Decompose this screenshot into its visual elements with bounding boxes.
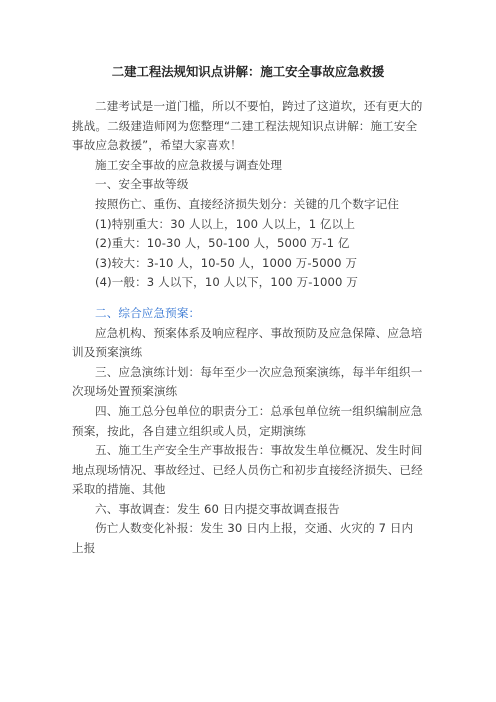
- plan-contents: 应急机构、预案体系及响应程序、事故预防及应急保障、应急培训及预案演练: [72, 325, 423, 360]
- level-relatively-serious: (3)较大：3-10 人，10-50 人，1000 万-5000 万: [95, 255, 358, 270]
- section-one-heading: 一、安全事故等级: [95, 177, 189, 192]
- section-two-heading: 二、综合应急预案：: [95, 305, 201, 320]
- classification-note: 按照伤亡、重伤、直接经济损失划分：关键的几个数字记住: [95, 196, 400, 211]
- document-title: 二建工程法规知识点讲解：施工安全事故应急救援: [111, 64, 385, 79]
- intro-paragraph: 二建考试是一道门槛，所以不要怕，跨过了这道坎，还有更大的挑战。二级建造师网为您整理“二建工程法规知识点讲解：施工安全事故应急救援”，希望大家喜欢！: [72, 99, 423, 153]
- accident-investigation: 六、事故调查：发生 60 日内提交事故调查报告: [95, 501, 340, 516]
- contractor-duties: 四、施工总分包单位的职责分工：总承包单位统一组织编制应急预案，按此，各自建立组织或人员，定期演练: [72, 403, 423, 438]
- level-general: (4)一般：3 人以下，10 人以下，100 万-1000 万: [95, 275, 358, 290]
- accident-report: 五、施工生产安全生产事故报告：事故发生单位概况、发生时间地点现场情况、事故经过、已经人员伤亡和初步直接经济损失、已经采取的措施、其他: [72, 443, 423, 497]
- casualty-update: 伤亡人数变化补报：发生 30 日内上报，交通、火灾的 7 日内上报: [72, 521, 414, 556]
- level-especially-serious: (1)特别重大：30 人以上，100 人以上，1 亿以上: [95, 216, 356, 231]
- drill-plan: 三、应急演练计划：每年至少一次应急预案演练，每半年组织一次现场处置预案演练: [72, 364, 423, 399]
- topic-line: 施工安全事故的应急救援与调查处理: [95, 157, 283, 172]
- level-serious: (2)重大：10-30 人，50-100 人，5000 万-1 亿: [95, 236, 350, 251]
- paragraph-gap: [72, 293, 424, 304]
